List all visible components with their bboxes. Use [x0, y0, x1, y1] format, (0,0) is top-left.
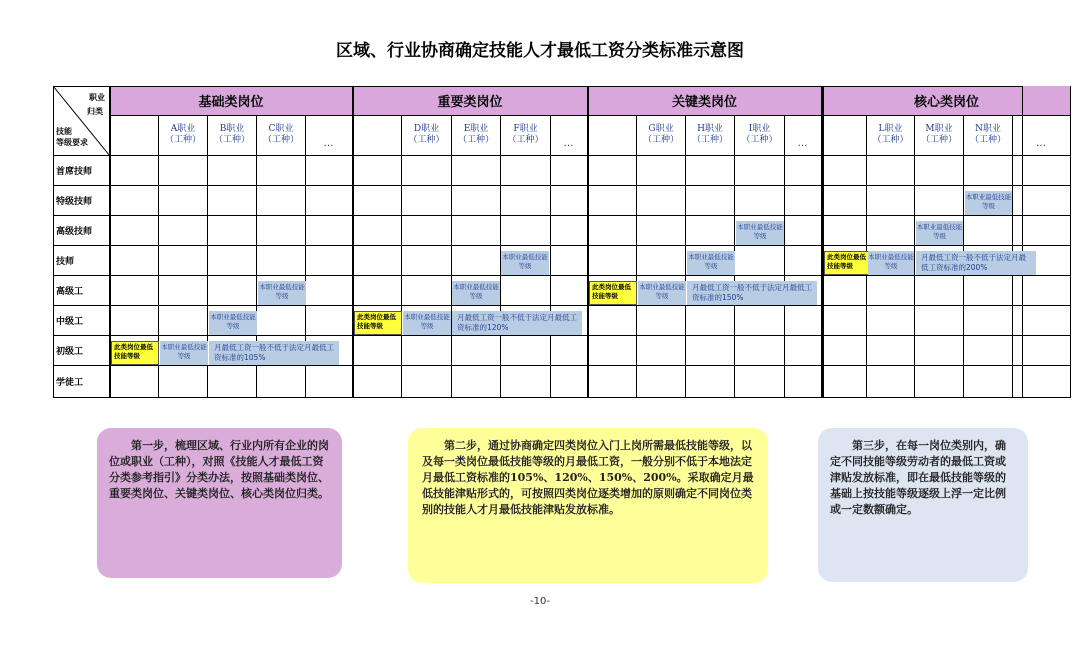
grid-cell: [637, 336, 686, 366]
grid-cell: [867, 216, 915, 246]
category-header: 基础类岗位: [110, 86, 353, 116]
occupation-header: F职业 （工种）: [501, 116, 551, 156]
grid-cell: [306, 306, 353, 336]
grid-cell: [1013, 336, 1071, 366]
grid-cell: [785, 186, 822, 216]
grid-cell: [637, 306, 686, 336]
grid-cell: [823, 336, 867, 366]
skill-level-label: 高级技师: [53, 216, 110, 246]
grid-cell: [637, 156, 686, 186]
grid-cell: [159, 306, 208, 336]
grid-cell: [306, 276, 353, 306]
grid-cell: [110, 366, 159, 398]
step-two-text: 第二步，通过协商确定四类岗位入门上岗所需最低技能等级，以及每一类岗位最低技能等级的月最低工资，一般分别不低于本地法定月最低工资标准的105%、120%、150%、200%。采取确定月最低技能津贴形式的，可按照四类岗位逐类增加的原则确定不同岗位类别的技能人才月最低技能津贴发放标准。: [422, 439, 754, 516]
empty-header-cell: [353, 116, 402, 156]
grid-cell: [785, 306, 822, 336]
grid-cell: [257, 186, 306, 216]
basic-wage-note: 月最低工资一般不低于法定月最低工资标准的105%: [209, 341, 339, 365]
grid-cell: [867, 276, 915, 306]
grid-cell: [501, 276, 551, 306]
grid-cell: [686, 186, 735, 216]
grid-cell: [867, 366, 915, 398]
grid-cell: [110, 186, 159, 216]
grid-cell: [551, 186, 588, 216]
wage-classification-table: [53, 86, 1047, 398]
grid-cell: [306, 246, 353, 276]
corner-skill-label: 技能: [56, 127, 72, 136]
grid-cell: [306, 186, 353, 216]
grid-cell: [823, 276, 867, 306]
step-one-text: 第一步，梳理区域、行业内所有企业的岗位或职业（工种），对照《技能人才最低工资分类参考指引》分类办法，按照基础类岗位、重要类岗位、关键类岗位、核心类岗位归类。: [109, 439, 329, 500]
grid-cell: [551, 246, 588, 276]
grid-cell: [823, 366, 867, 398]
grid-cell: [208, 366, 257, 398]
grid-cell: [785, 366, 822, 398]
core-lowest-level-badge: 此类岗位最低技能等级: [824, 251, 872, 275]
occupation-header: C职业 （工种）: [257, 116, 306, 156]
grid-cell: [785, 246, 822, 276]
grid-cell: [353, 276, 402, 306]
grid-cell: [402, 246, 452, 276]
step-one-box: [97, 428, 342, 578]
grid-cell: [159, 216, 208, 246]
grid-cell: [735, 366, 785, 398]
grid-cell: [306, 366, 353, 398]
grid-cell: [452, 246, 501, 276]
grid-cell: [551, 216, 588, 246]
grid-cell: [964, 156, 1013, 186]
category-header: 关键类岗位: [588, 86, 822, 116]
empty-header-cell: [110, 116, 159, 156]
grid-cell: [208, 246, 257, 276]
grid-cell: [402, 366, 452, 398]
grid-cell: [588, 216, 637, 246]
grid-cell: [964, 306, 1013, 336]
basic-min-level-c: 本职业最低技能等级: [258, 281, 306, 305]
grid-cell: [637, 366, 686, 398]
grid-cell: [110, 246, 159, 276]
grid-cell: [452, 366, 501, 398]
core-min-level-m: 本职业最低技能等级: [916, 221, 963, 245]
grid-cell: [402, 156, 452, 186]
grid-cell: [501, 156, 551, 186]
grid-cell: [110, 306, 159, 336]
grid-cell: [452, 156, 501, 186]
grid-cell: [551, 336, 588, 366]
grid-cell: [964, 336, 1013, 366]
grid-cell: [257, 246, 306, 276]
key-lowest-level-badge: 此类岗位最低技能等级: [589, 281, 637, 305]
empty-header-cell: [823, 116, 867, 156]
grid-cell: [353, 186, 402, 216]
grid-cell: [306, 156, 353, 186]
grid-cell: [257, 366, 306, 398]
skill-level-label: 首席技师: [53, 156, 110, 186]
occupation-header: H职业 （工种）: [686, 116, 735, 156]
grid-cell: [159, 366, 208, 398]
skill-level-label: 初级工: [53, 336, 110, 366]
skill-level-label: 技师: [53, 246, 110, 276]
grid-cell: [353, 366, 402, 398]
grid-cell: [964, 216, 1013, 246]
key-wage-note: 月最低工资一般不低于法定月最低工资标准的150%: [687, 281, 817, 305]
grid-cell: [588, 156, 637, 186]
occupation-header: L职业 （工种）: [867, 116, 915, 156]
skill-level-label: 高级工: [53, 276, 110, 306]
occupation-header: E职业 （工种）: [452, 116, 501, 156]
grid-cell: [1013, 276, 1071, 306]
ellipsis-cell: …: [306, 116, 353, 156]
grid-cell: [637, 246, 686, 276]
grid-cell: [915, 276, 964, 306]
ellipsis-cell: …: [1013, 116, 1071, 156]
grid-cell: [823, 216, 867, 246]
skill-level-label: 学徒工: [53, 366, 110, 398]
grid-cell: [353, 246, 402, 276]
grid-cell: [867, 306, 915, 336]
category-header: 核心类岗位: [823, 86, 1071, 116]
grid-cell: [110, 216, 159, 246]
grid-cell: [867, 156, 915, 186]
grid-cell: [353, 336, 402, 366]
grid-cell: [785, 216, 822, 246]
grid-cell: [915, 186, 964, 216]
grid-cell: [208, 186, 257, 216]
grid-cell: [159, 156, 208, 186]
grid-cell: [915, 306, 964, 336]
grid-cell: [964, 276, 1013, 306]
important-min-level-d: 本职业最低技能等级: [403, 311, 451, 335]
basic-lowest-level-badge: 此类岗位最低技能等级: [111, 341, 159, 365]
grid-cell: [735, 246, 785, 276]
grid-cell: [735, 306, 785, 336]
table-corner-cell: [53, 86, 110, 156]
occupation-header: B职业 （工种）: [208, 116, 257, 156]
block-separator: [352, 86, 354, 398]
important-min-level-f: 本职业最低技能等级: [501, 251, 549, 275]
grid-cell: [208, 276, 257, 306]
grid-cell: [735, 186, 785, 216]
step-two-box: [408, 428, 768, 583]
grid-cell: [353, 156, 402, 186]
grid-cell: [551, 156, 588, 186]
grid-cell: [686, 366, 735, 398]
grid-cell: [915, 156, 964, 186]
grid-cell: [257, 306, 306, 336]
important-min-level-e: 本职业最低技能等级: [452, 281, 500, 305]
grid-cell: [551, 276, 588, 306]
grid-cell: [686, 306, 735, 336]
grid-cell: [637, 186, 686, 216]
grid-cell: [785, 156, 822, 186]
grid-cell: [588, 366, 637, 398]
grid-cell: [735, 156, 785, 186]
grid-cell: [823, 306, 867, 336]
grid-cell: [159, 186, 208, 216]
corner-category-label: 归类: [87, 107, 103, 116]
grid-cell: [257, 156, 306, 186]
grid-cell: [402, 276, 452, 306]
block-separator: [822, 86, 824, 398]
step-three-box: [818, 428, 1028, 582]
corner-level-label: 等级要求: [56, 138, 88, 147]
core-min-level-l: 本职业最低技能等级: [868, 251, 914, 275]
grid-cell: [686, 336, 735, 366]
ellipsis-cell: …: [551, 116, 588, 156]
grid-cell: [452, 216, 501, 246]
empty-header-cell: [588, 116, 637, 156]
skill-level-label: 特级技师: [53, 186, 110, 216]
grid-cell: [823, 156, 867, 186]
important-wage-note: 月最低工资一般不低于法定月最低工资标准的120%: [452, 311, 582, 335]
corner-occupation-label: 职业: [89, 93, 105, 102]
occupation-header: D职业 （工种）: [402, 116, 452, 156]
grid-cell: [110, 276, 159, 306]
grid-cell: [208, 216, 257, 246]
basic-min-level-a: 本职业最低技能等级: [160, 341, 208, 365]
core-min-level-n: 本职业最低技能等级: [965, 191, 1012, 215]
core-wage-note: 月最低工资一般不低于法定月最低工资标准的200%: [916, 251, 1036, 275]
grid-cell: [353, 216, 402, 246]
key-min-level-i: 本职业最低技能等级: [736, 221, 784, 245]
grid-cell: [501, 336, 551, 366]
grid-cell: [306, 216, 353, 246]
grid-cell: [964, 366, 1013, 398]
grid-cell: [402, 186, 452, 216]
grid-cell: [452, 186, 501, 216]
occupation-header: M职业 （工种）: [915, 116, 964, 156]
key-min-level-h: 本职业最低技能等级: [687, 251, 735, 275]
grid-cell: [823, 186, 867, 216]
grid-cell: [915, 366, 964, 398]
grid-cell: [867, 186, 915, 216]
grid-cell: [686, 216, 735, 246]
grid-cell: [915, 336, 964, 366]
grid-cell: [588, 186, 637, 216]
page-number: -10-: [530, 596, 550, 607]
grid-cell: [159, 246, 208, 276]
occupation-header: I职业 （工种）: [735, 116, 785, 156]
grid-cell: [452, 336, 501, 366]
grid-cell: [257, 216, 306, 246]
grid-cell: [402, 216, 452, 246]
grid-cell: [686, 156, 735, 186]
grid-cell: [208, 156, 257, 186]
block-separator: [587, 86, 589, 398]
grid-cell: [501, 186, 551, 216]
grid-cell: [110, 156, 159, 186]
grid-cell: [785, 336, 822, 366]
grid-cell: [1013, 306, 1071, 336]
grid-cell: [159, 276, 208, 306]
grid-cell: [1013, 156, 1071, 186]
important-lowest-level-badge: 此类岗位最低技能等级: [354, 311, 402, 335]
grid-cell: [501, 216, 551, 246]
step-three-text: 第三步，在每一岗位类别内，确定不同技能等级劳动者的最低工资或津贴发放标准，即在最低技能等级的基础上按技能等级逐级上浮一定比例或一定数额确定。: [830, 439, 1006, 516]
grid-cell: [1013, 186, 1071, 216]
occupation-header: N职业 （工种）: [964, 116, 1013, 156]
key-min-level-g: 本职业最低技能等级: [638, 281, 686, 305]
occupation-header: G职业 （工种）: [637, 116, 686, 156]
document-title: 区域、行业协商确定技能人才最低工资分类标准示意图: [336, 41, 744, 61]
skill-level-label: 中级工: [53, 306, 110, 336]
grid-cell: [588, 246, 637, 276]
grid-cell: [501, 366, 551, 398]
category-header: 重要类岗位: [353, 86, 588, 116]
grid-cell: [867, 336, 915, 366]
grid-cell: [588, 336, 637, 366]
grid-cell: [735, 336, 785, 366]
grid-cell: [1013, 216, 1071, 246]
grid-cell: [402, 336, 452, 366]
basic-min-level-b: 本职业最低技能等级: [209, 311, 257, 335]
ellipsis-cell: …: [785, 116, 822, 156]
grid-cell: [551, 366, 588, 398]
grid-cell: [637, 216, 686, 246]
occupation-header: A职业 （工种）: [159, 116, 208, 156]
grid-cell: [588, 306, 637, 336]
grid-cell: [1013, 366, 1071, 398]
